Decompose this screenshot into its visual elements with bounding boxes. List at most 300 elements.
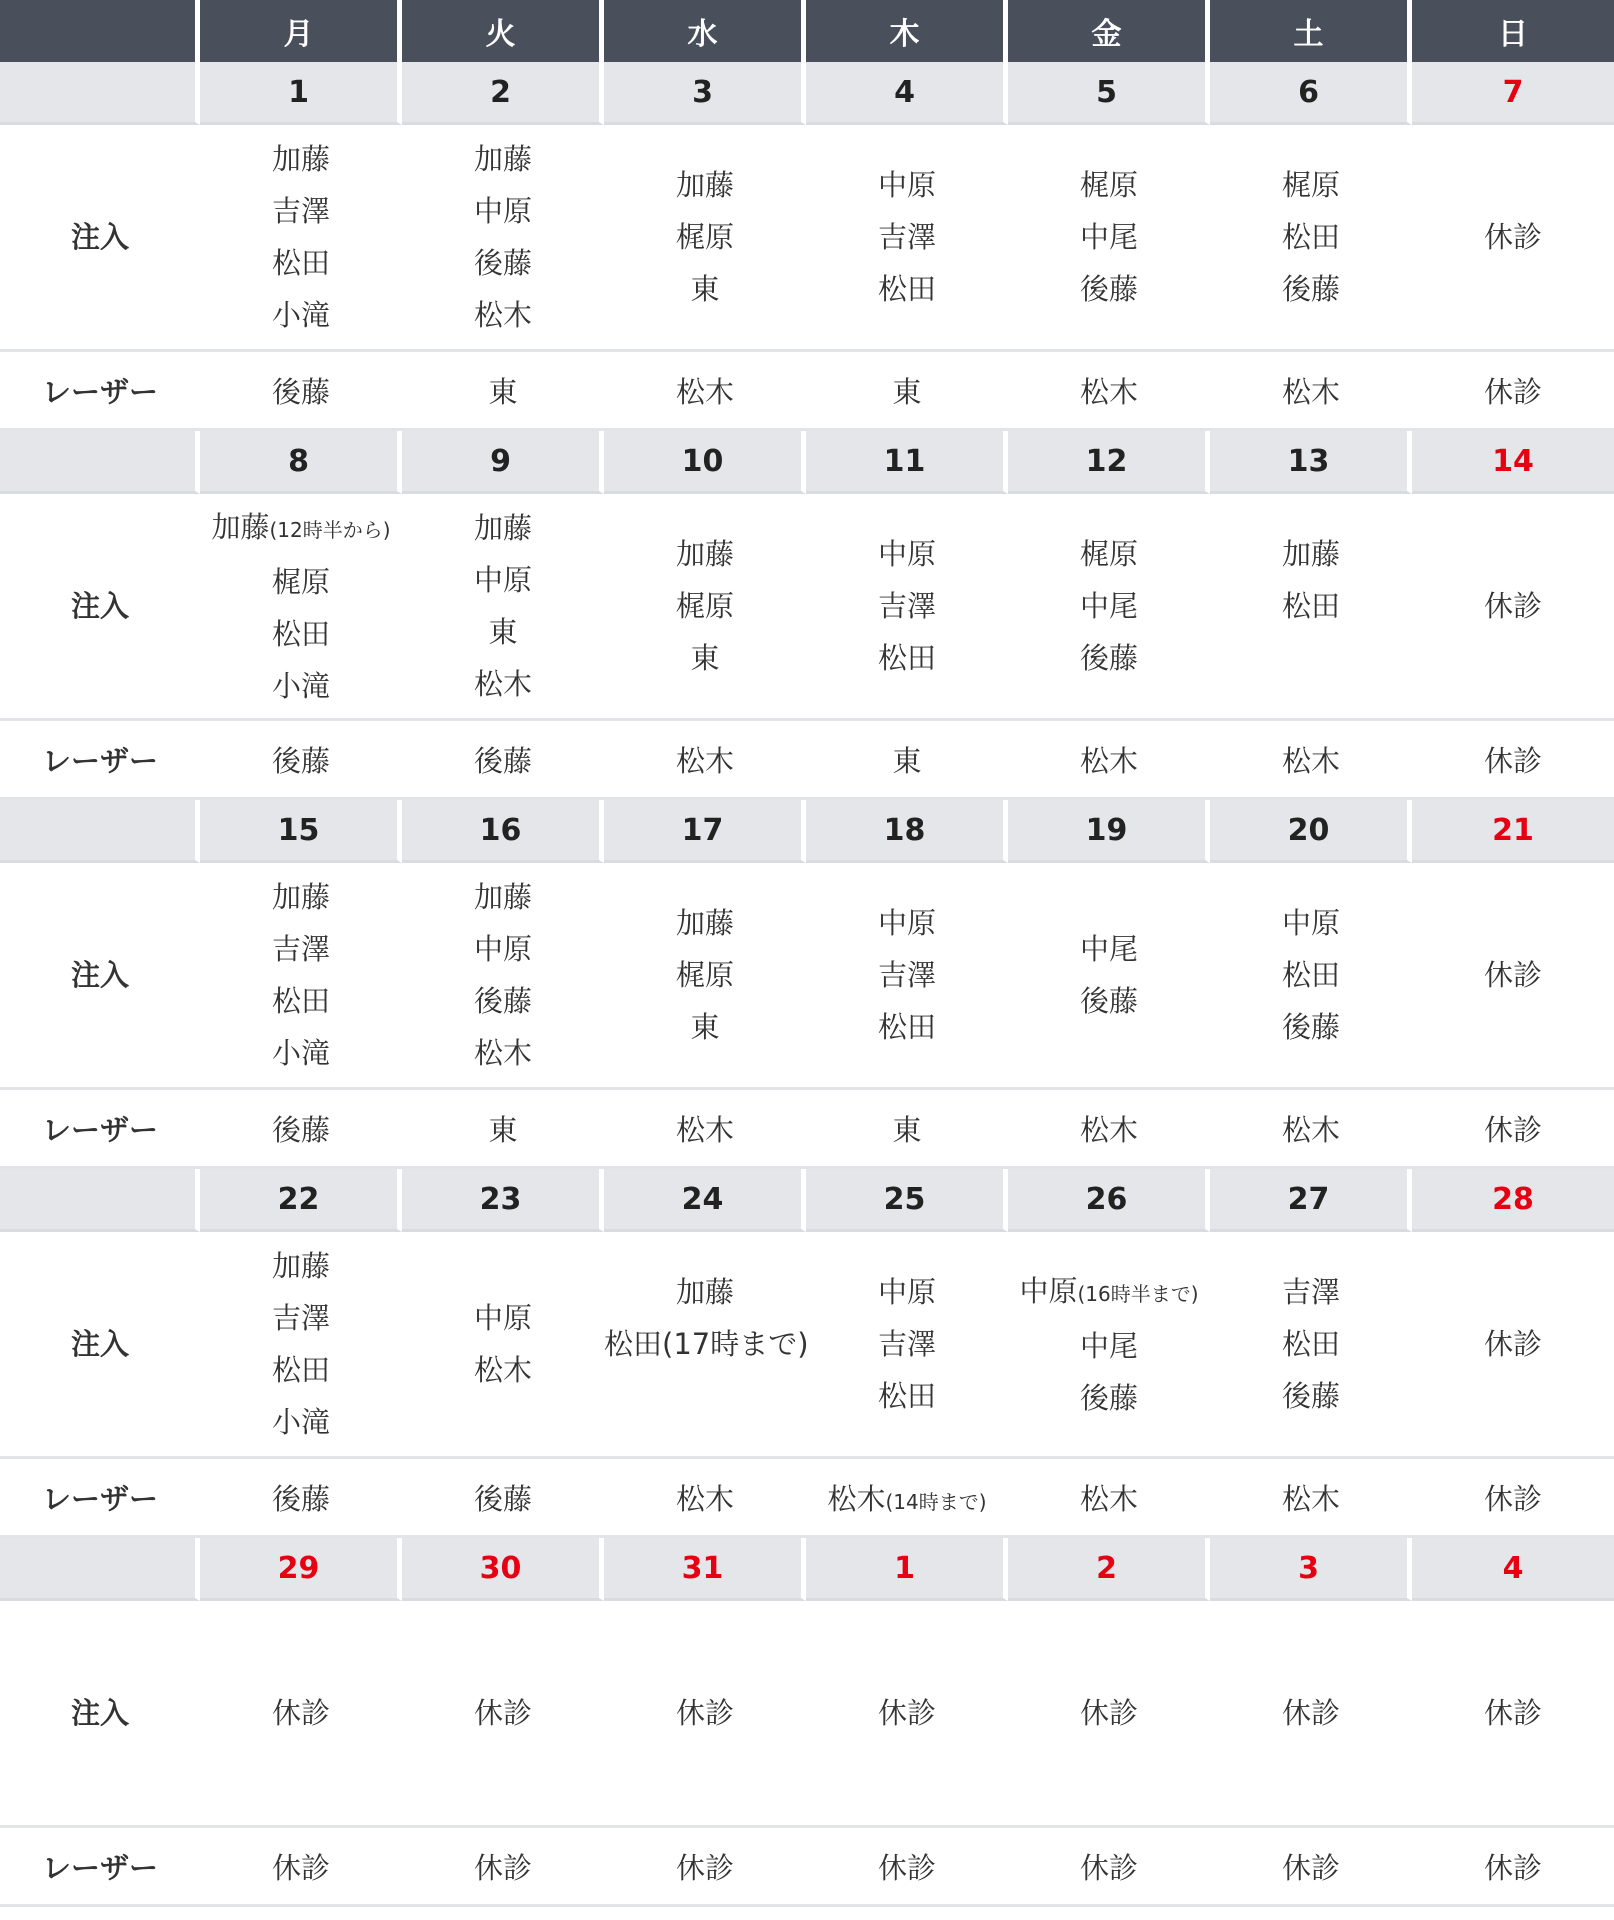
closed-cell — [1412, 721, 1614, 800]
date-cell: 19 — [1008, 800, 1210, 863]
date-cell: 21 — [1412, 800, 1614, 863]
laser-row — [0, 721, 1614, 800]
name-text: 梶原 — [675, 958, 734, 992]
staff-name: 松木 — [1079, 1481, 1138, 1516]
closed-cell — [604, 1828, 806, 1907]
date-row-label — [0, 800, 200, 863]
name-text: 松田 — [877, 272, 936, 306]
staff-name: 松木 — [1079, 374, 1138, 409]
staff-cell — [806, 721, 1008, 800]
staff-name — [1210, 1318, 1412, 1370]
date-cell: 9 — [402, 431, 604, 494]
closed-cell — [806, 1601, 1008, 1828]
name-text: 加藤 — [271, 142, 330, 176]
injection-label: 注入 — [0, 863, 200, 1090]
staff-name — [200, 556, 402, 608]
staff-name — [402, 658, 604, 710]
closed-label: 休診 — [1079, 1850, 1138, 1885]
name-text: 加藤 — [473, 142, 532, 176]
closed-label: 休診 — [1483, 1850, 1542, 1885]
staff-cell — [806, 494, 1008, 721]
name-text: 松田 — [1281, 958, 1340, 992]
staff-cell — [604, 1090, 806, 1169]
staff-name: 後藤 — [271, 743, 330, 778]
name-text: 梶原 — [675, 589, 734, 623]
name-text: 中原 — [473, 194, 532, 228]
schedule-body — [0, 62, 1614, 1907]
staff-name — [806, 1318, 1008, 1370]
staff-name — [1210, 1001, 1412, 1053]
closed-cell — [1412, 352, 1614, 431]
weekday-mon: 月 — [200, 0, 402, 62]
staff-name — [1210, 1266, 1412, 1318]
staff-name — [1210, 897, 1412, 949]
staff-name: 後藤 — [473, 1481, 532, 1516]
name-text: 加藤 — [271, 1249, 330, 1283]
injection-row — [0, 125, 1614, 352]
closed-cell — [1412, 1459, 1614, 1538]
staff-cell — [200, 721, 402, 800]
name-text: 後藤 — [1281, 272, 1340, 306]
staff-name — [604, 263, 806, 315]
date-cell: 4 — [806, 62, 1008, 125]
staff-name: 松木 — [1281, 1481, 1340, 1516]
staff-name — [200, 185, 402, 237]
weekday-wed: 水 — [604, 0, 806, 62]
name-text: 梶原 — [675, 220, 734, 254]
staff-cell — [200, 352, 402, 431]
name-text: 吉澤 — [1281, 1275, 1340, 1309]
date-cell: 2 — [402, 62, 604, 125]
staff-cell — [806, 1459, 1008, 1538]
laser-row — [0, 1828, 1614, 1907]
date-cell: 16 — [402, 800, 604, 863]
injection-row — [0, 494, 1614, 721]
staff-cell — [604, 494, 806, 721]
closed-cell — [200, 1601, 402, 1828]
staff-cell — [402, 1459, 604, 1538]
name-text: 小滝 — [271, 298, 330, 332]
staff-cell — [604, 125, 806, 352]
staff-cell — [1210, 863, 1412, 1090]
name-text: 中尾 — [1079, 589, 1138, 623]
staff-name — [604, 1266, 806, 1318]
date-cell: 14 — [1412, 431, 1614, 494]
staff-name — [1008, 1320, 1210, 1372]
closed-label — [402, 1687, 604, 1739]
staff-cell — [200, 863, 402, 1090]
staff-cell — [200, 1232, 402, 1459]
closed-label — [806, 1687, 1008, 1739]
staff-name: 松木 — [1281, 743, 1340, 778]
name-text: 小滝 — [271, 1405, 330, 1439]
laser-label: レーザー — [0, 1090, 200, 1169]
closed-label: 休診 — [473, 1850, 532, 1885]
staff-name — [1210, 263, 1412, 315]
staff-name: 東 — [488, 374, 518, 409]
staff-name: 松木 — [1281, 1112, 1340, 1147]
name-text: 中原 — [877, 537, 936, 571]
staff-name: 東 — [892, 1112, 922, 1147]
name-text: 松田 — [1281, 1327, 1340, 1361]
weekday-sun: 日 — [1412, 0, 1614, 62]
staff-name — [200, 1240, 402, 1292]
staff-name — [402, 1292, 604, 1344]
time-note: (12時半から) — [269, 517, 391, 542]
staff-cell — [200, 125, 402, 352]
name-text: 梶原 — [271, 564, 330, 599]
name-text: 後藤 — [1079, 272, 1138, 306]
staff-name — [200, 1396, 402, 1448]
name-text: 休診 — [877, 1696, 936, 1730]
staff-name — [1210, 1370, 1412, 1422]
staff-name — [200, 1292, 402, 1344]
staff-name — [604, 1001, 806, 1053]
closed-label — [1412, 1318, 1614, 1370]
date-cell: 3 — [1210, 1538, 1412, 1601]
staff-name: 東 — [892, 743, 922, 778]
name-text: 梶原 — [1281, 168, 1340, 202]
staff-name — [604, 949, 806, 1001]
staff-name: 松木 — [1079, 1112, 1138, 1147]
staff-cell — [1210, 352, 1412, 431]
closed-label: 休診 — [271, 1850, 330, 1885]
date-cell: 10 — [604, 431, 806, 494]
staff-name — [402, 502, 604, 554]
closed-label: 休診 — [1483, 1481, 1542, 1516]
staff-cell — [604, 1232, 809, 1459]
staff-cell — [1210, 1459, 1412, 1538]
staff-name — [200, 975, 402, 1027]
staff-name — [806, 897, 1008, 949]
staff-name: 松木 — [675, 743, 734, 778]
name-text: 松田 — [877, 641, 936, 675]
name-text: 中原 — [1281, 906, 1340, 940]
closed-cell — [806, 1828, 1008, 1907]
staff-name — [200, 871, 402, 923]
header-corner — [0, 0, 200, 62]
laser-label: レーザー — [0, 721, 200, 800]
name-text: 松田 — [1281, 220, 1340, 254]
staff-cell — [1210, 494, 1412, 721]
staff-name — [402, 975, 604, 1027]
name-text: 吉澤 — [877, 589, 936, 623]
staff-cell — [200, 1459, 402, 1538]
staff-name — [806, 580, 1008, 632]
staff-name — [604, 580, 806, 632]
staff-name — [806, 1370, 1008, 1422]
staff-name — [200, 608, 402, 660]
staff-name — [1210, 211, 1412, 263]
name-text: 加藤 — [473, 511, 532, 545]
staff-cell — [402, 863, 604, 1090]
name-text: 小滝 — [271, 668, 330, 703]
date-cell: 31 — [604, 1538, 806, 1601]
laser-row — [0, 352, 1614, 431]
name-text: 松田 — [877, 1379, 936, 1413]
name-text: 松木 — [473, 1036, 532, 1070]
date-cell: 23 — [402, 1169, 604, 1232]
staff-cell — [402, 352, 604, 431]
staff-name — [604, 632, 806, 684]
date-cell: 12 — [1008, 431, 1210, 494]
name-text: 休診 — [271, 1696, 330, 1730]
staff-name — [402, 606, 604, 658]
closed-label — [1008, 1687, 1210, 1739]
staff-name — [402, 289, 604, 341]
date-row — [0, 1538, 1614, 1601]
date-row-label — [0, 1169, 200, 1232]
date-row-label — [0, 62, 200, 125]
name-text: 吉澤 — [271, 1301, 330, 1335]
staff-cell — [1008, 1459, 1210, 1538]
name-text: 梶原 — [1079, 168, 1138, 202]
name-text: 加藤 — [1281, 537, 1340, 571]
name-text: 松木 — [473, 1353, 532, 1387]
name-text: 東 — [690, 272, 720, 306]
name-text: 中原 — [877, 906, 936, 940]
staff-cell — [402, 494, 604, 721]
name-text: 加藤 — [675, 1275, 734, 1309]
staff-name: 東 — [892, 374, 922, 409]
staff-cell — [1210, 1232, 1412, 1459]
staff-name — [806, 1001, 1008, 1053]
name-text: 松田 — [271, 246, 330, 280]
injection-label: 注入 — [0, 1601, 200, 1828]
staff-name — [1008, 263, 1210, 315]
staff-name: 後藤 — [271, 1112, 330, 1147]
staff-cell — [604, 1459, 806, 1538]
date-cell: 30 — [402, 1538, 604, 1601]
name-text: 松田 — [271, 984, 330, 1018]
staff-name — [1008, 159, 1210, 211]
staff-name — [1008, 975, 1210, 1027]
name-text: 東 — [690, 1010, 720, 1044]
weekday-tue: 火 — [402, 0, 604, 62]
staff-cell — [1008, 494, 1210, 721]
date-cell: 15 — [200, 800, 402, 863]
staff-name — [1008, 1265, 1210, 1320]
staff-name — [200, 660, 402, 712]
staff-cell — [1008, 1090, 1210, 1169]
name-text: 吉澤 — [877, 220, 936, 254]
name-text: 休診 — [1483, 220, 1542, 254]
laser-label: レーザー — [0, 1459, 200, 1538]
date-row-label — [0, 1538, 200, 1601]
date-cell: 1 — [806, 1538, 1008, 1601]
closed-label — [200, 1687, 402, 1739]
name-text: 吉澤 — [877, 958, 936, 992]
weekday-header-row — [0, 0, 1614, 62]
name-text: 松田 — [271, 616, 330, 651]
name-text: 中原 — [1019, 1273, 1078, 1308]
closed-cell — [604, 1601, 806, 1828]
staff-name — [402, 871, 604, 923]
staff-name — [806, 632, 1008, 684]
weekday-fri: 金 — [1008, 0, 1210, 62]
name-text: 後藤 — [1281, 1379, 1340, 1413]
staff-name — [402, 185, 604, 237]
time-note: (16時半まで) — [1077, 1281, 1199, 1306]
injection-row — [0, 1232, 1614, 1459]
injection-label: 注入 — [0, 125, 200, 352]
staff-cell — [200, 1090, 402, 1169]
closed-label: 休診 — [1281, 1850, 1340, 1885]
staff-cell — [806, 352, 1008, 431]
staff-name — [604, 897, 806, 949]
staff-cell — [1210, 721, 1412, 800]
staff-name: 東 — [488, 1112, 518, 1147]
staff-name: 後藤 — [271, 1481, 330, 1516]
laser-label: レーザー — [0, 352, 200, 431]
laser-row — [0, 1459, 1614, 1538]
closed-cell — [1412, 125, 1614, 352]
name-text: 休診 — [1483, 1696, 1542, 1730]
date-cell: 18 — [806, 800, 1008, 863]
staff-name — [200, 237, 402, 289]
date-row — [0, 1169, 1614, 1232]
closed-label — [1412, 580, 1614, 632]
staff-cell — [402, 125, 604, 352]
staff-cell — [1210, 125, 1412, 352]
staff-name — [1210, 528, 1412, 580]
staff-cell — [200, 494, 402, 721]
staff-name: 後藤 — [473, 743, 532, 778]
date-cell: 11 — [806, 431, 1008, 494]
staff-cell — [1008, 352, 1210, 431]
closed-label: 休診 — [675, 1850, 734, 1885]
staff-name — [604, 528, 806, 580]
date-cell: 1 — [200, 62, 402, 125]
closed-cell — [1210, 1601, 1412, 1828]
staff-name — [1008, 1372, 1210, 1424]
closed-label: 休診 — [1483, 743, 1542, 778]
date-cell: 8 — [200, 431, 402, 494]
staff-name: 松木 — [827, 1481, 886, 1516]
closed-cell — [1412, 1601, 1614, 1828]
date-cell: 6 — [1210, 62, 1412, 125]
staff-cell — [806, 863, 1008, 1090]
name-text: 吉澤 — [271, 194, 330, 228]
staff-name — [806, 211, 1008, 263]
name-text: 中原 — [473, 563, 532, 597]
name-text: 松田 — [877, 1010, 936, 1044]
closed-cell — [1412, 863, 1614, 1090]
name-text: 加藤 — [675, 537, 734, 571]
staff-name — [806, 949, 1008, 1001]
name-text: 中原 — [877, 1275, 936, 1309]
date-cell: 4 — [1412, 1538, 1614, 1601]
closed-cell — [1008, 1828, 1210, 1907]
name-text: 後藤 — [1079, 984, 1138, 1018]
staff-name — [806, 159, 1008, 211]
name-text: 松田 — [1281, 589, 1340, 623]
staff-name — [200, 923, 402, 975]
staff-name — [402, 1027, 604, 1079]
staff-name — [1210, 580, 1412, 632]
staff-cell — [604, 863, 806, 1090]
staff-name — [200, 1027, 402, 1079]
name-text: 中尾 — [1079, 1328, 1138, 1363]
closed-label — [1412, 949, 1614, 1001]
date-cell: 17 — [604, 800, 806, 863]
date-cell: 2 — [1008, 1538, 1210, 1601]
closed-label — [604, 1687, 806, 1739]
staff-name — [1210, 949, 1412, 1001]
staff-cell — [402, 721, 604, 800]
name-text: 後藤 — [1079, 1380, 1138, 1415]
injection-row — [0, 1601, 1614, 1828]
staff-cell — [402, 1090, 604, 1169]
name-text: 中原 — [473, 1301, 532, 1335]
staff-name: 松木 — [675, 1481, 734, 1516]
date-cell: 22 — [200, 1169, 402, 1232]
time-note: (14時まで) — [885, 1489, 987, 1514]
closed-cell — [402, 1828, 604, 1907]
closed-label: 休診 — [1483, 374, 1542, 409]
laser-row — [0, 1090, 1614, 1169]
name-text: 休診 — [1483, 589, 1542, 623]
staff-name — [1210, 159, 1412, 211]
staff-name — [604, 159, 806, 211]
staff-name — [806, 1266, 1008, 1318]
staff-name — [402, 923, 604, 975]
staff-cell — [1008, 721, 1210, 800]
date-row — [0, 62, 1614, 125]
closed-cell — [402, 1601, 604, 1828]
staff-name — [200, 1344, 402, 1396]
date-cell: 24 — [604, 1169, 806, 1232]
name-text: 休診 — [1483, 1327, 1542, 1361]
date-row-label — [0, 431, 200, 494]
name-text: 後藤 — [1079, 641, 1138, 675]
date-cell: 20 — [1210, 800, 1412, 863]
name-text: 中尾 — [1079, 220, 1138, 254]
name-text: 松田 — [271, 1353, 330, 1387]
name-text: 休診 — [1079, 1696, 1138, 1730]
name-text: 休診 — [1483, 958, 1542, 992]
staff-name — [402, 1344, 604, 1396]
name-text: 中原 — [473, 932, 532, 966]
date-row — [0, 800, 1614, 863]
staff-name — [1008, 528, 1210, 580]
closed-label — [1412, 1687, 1614, 1739]
staff-name: 松木 — [675, 374, 734, 409]
staff-name — [604, 1318, 809, 1370]
name-text: 小滝 — [271, 1036, 330, 1070]
staff-cell — [1008, 863, 1210, 1090]
closed-cell — [1412, 494, 1614, 721]
name-text: 吉澤 — [271, 932, 330, 966]
staff-name — [402, 237, 604, 289]
staff-cell — [604, 352, 806, 431]
date-cell: 29 — [200, 1538, 402, 1601]
date-row — [0, 431, 1614, 494]
staff-cell — [806, 1232, 1008, 1459]
name-text: 中原 — [877, 168, 936, 202]
staff-name — [200, 133, 402, 185]
name-text: 加藤 — [271, 880, 330, 914]
staff-cell — [1008, 1232, 1210, 1459]
injection-row — [0, 863, 1614, 1090]
staff-name: 松木 — [675, 1112, 734, 1147]
date-cell: 25 — [806, 1169, 1008, 1232]
date-cell: 5 — [1008, 62, 1210, 125]
staff-name — [402, 554, 604, 606]
name-text: 松木 — [473, 298, 532, 332]
weekday-thu: 木 — [806, 0, 1008, 62]
weekday-sat: 土 — [1210, 0, 1412, 62]
